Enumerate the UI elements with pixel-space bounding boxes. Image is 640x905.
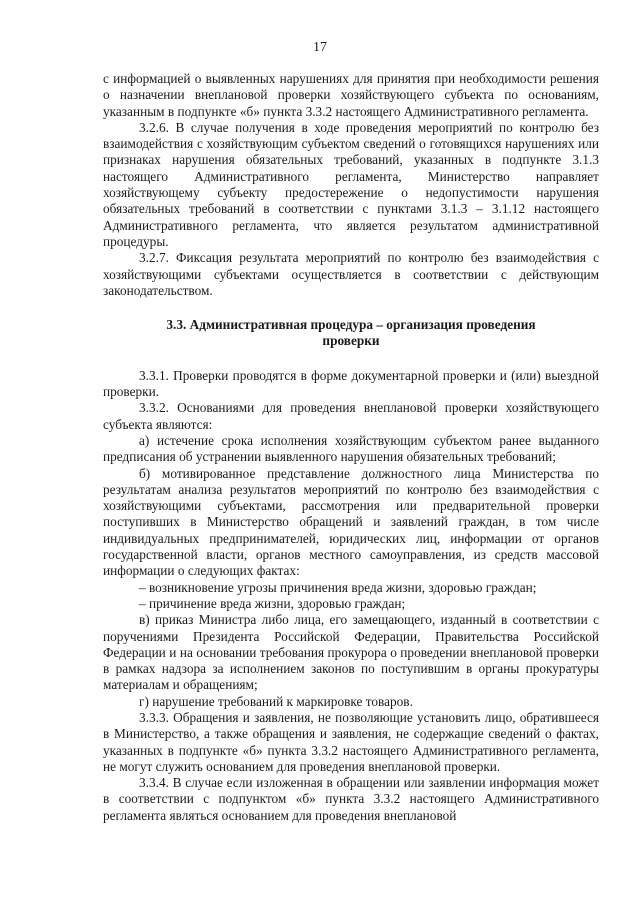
paragraph: – причинение вреда жизни, здоровью граждан; bbox=[139, 595, 406, 611]
paragraph: 3.2.6. В случае получения в ходе проведения мероприятий по контролю без взаимодействия с хозяйствующим субъектом сведений о готовящихся нарушениях или признаках нарушения обязательных требований, указанных в подпункте 3.1.3 настоящего Административного регламента, Министерство направляет хозяйствующему субъекту предостережение о недопустимости нарушения обязательных требований в соответствии с пунктами 3.1.3 – 3.1.12 настоящего Административного регламента, что является результатом административной процедуры. bbox=[103, 119, 599, 249]
section-heading: 3.3. Административная процедура – организация проведения проверки bbox=[166, 317, 536, 349]
paragraph: 3.3.3. Обращения и заявления, не позволяющие установить лицо, обратившееся в Министерство, а также обращения и заявления, не содержащие сведений о фактах, указанных в подпункте «б» пункта 3.3.2 настоящего Административного регламента, не могут служить основанием для проведения внеплановой проверки. bbox=[103, 709, 599, 774]
paragraph: 3.3.1. Проверки проводятся в форме документарной проверки и (или) выездной проверки. bbox=[103, 367, 599, 400]
paragraph: б) мотивированное представление должностного лица Министерства по результатам анализа результатов мероприятий по контролю без взаимодействия с хозяйствующими субъектами, рассмотрения или предварительной проверки поступивших в Министерство обращений и заявлений граждан, в том числе индивидуальных предпринимателей, юридических лиц, информации от органов государственной власти, органов местного самоуправления, из средств массовой информации о следующих фактах: bbox=[103, 465, 599, 579]
paragraph: а) истечение срока исполнения хозяйствующим субъектом ранее выданного предписания об устранении выявленного нарушения обязательных требований; bbox=[103, 432, 599, 465]
paragraph: в) приказ Министра либо лица, его замещающего, изданный в соответствии с поручениями Президента Российской Федерации, Правительства Российской Федерации и на основании требования прокурора о проведении внеплановой проверки в рамках надзора за исполнением законов по поступившим в органы прокуратуры материалам и обращениям; bbox=[103, 612, 599, 693]
paragraph-continuation: с информацией о выявленных нарушениях для принятия при необходимости решения о назначении внеплановой проверки хозяйствующего субъекта по основаниям, указанным в подпункте «б» пункта 3.3.2 настоящего Административного регламента. bbox=[103, 71, 599, 119]
paragraph: 3.3.4. В случае если изложенная в обращении или заявлении информация может в соответствии с подпунктом «б» пункта 3.3.2 настоящего Административного регламента являться основанием для проведения внеплановой bbox=[103, 775, 599, 823]
paragraph: 3.3.2. Основаниями для проведения внеплановой проверки хозяйствующего субъекта являются: bbox=[103, 400, 599, 432]
paragraph: – возникновение угрозы причинения вреда жизни, здоровью граждан; bbox=[139, 579, 537, 595]
paragraph: г) нарушение требований к маркировке товаров. bbox=[139, 693, 413, 709]
page-number: 17 bbox=[313, 40, 327, 55]
paragraph: 3.2.7. Фиксация результата мероприятий по контролю без взаимодействия с хозяйствующими субъектами осуществляется в соответствии с действующим законодательством. bbox=[103, 250, 599, 298]
document-body bbox=[103, 71, 599, 824]
